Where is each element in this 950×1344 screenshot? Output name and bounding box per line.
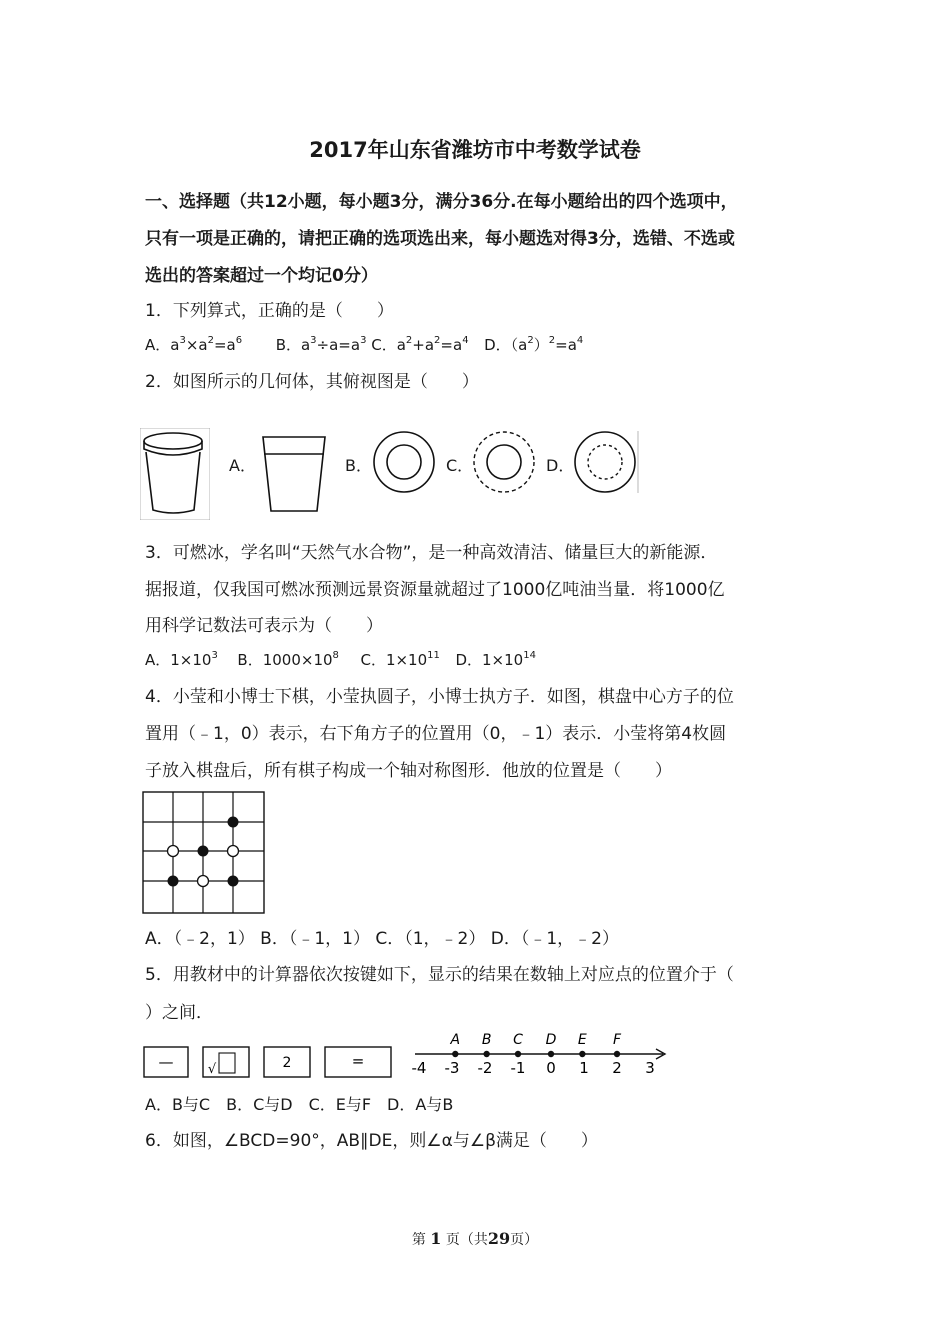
question-5-line-1: 5．用教材中的计算器依次按键如下，显示的结果在数轴上对应点的位置介于（ (145, 965, 734, 985)
axis-tick-label: 3 (645, 1059, 655, 1077)
number-line-figure (405, 1028, 671, 1078)
page-footer: 第 1 页（共29页） (411, 1229, 539, 1248)
black-piece (168, 876, 179, 887)
section-header-line-3: 选出的答案超过一个均记0分） (145, 266, 378, 286)
white-piece (168, 846, 179, 857)
minus-key-label: — (158, 1053, 174, 1071)
axis-tick-label: 2 (612, 1059, 622, 1077)
number-line-point-label: D (545, 1032, 557, 1048)
number-line-point-label: A (450, 1032, 461, 1048)
question-3-options: A．$1\times 10^3$ B．$1000\times 10^8$ C．$1\times 10^{11}$ D．$1\times 10^{14}$ (145, 650, 536, 669)
black-piece (198, 846, 209, 857)
number-line-point (614, 1051, 620, 1057)
option-a-figure (260, 434, 328, 514)
option-c-figure (471, 429, 537, 495)
question-3-line-3: 用科学记数法可表示为（ ） (145, 616, 383, 636)
sqrt-key-label: √ (207, 1062, 217, 1077)
white-piece (198, 876, 209, 887)
two-key-label: 2 (282, 1055, 292, 1071)
number-line-point (579, 1051, 585, 1057)
number-line-point (515, 1051, 521, 1057)
black-piece (228, 817, 239, 828)
calculator-keys-figure (142, 1045, 394, 1081)
number-line-point-label: F (612, 1032, 622, 1048)
question-4-line-3: 子放入棋盘后，所有棋子构成一个轴对称图形．他放的位置是（ ） (145, 761, 672, 781)
question-4-options: A．（﹣2，1） B．（﹣1，1） C．（1，﹣2） D．（﹣1，﹣2） (145, 929, 619, 949)
black-piece (228, 876, 239, 887)
axis-tick-label: -1 (510, 1059, 526, 1077)
axis-tick-label: -2 (477, 1059, 493, 1077)
section-header-line-2: 只有一项是正确的，请把正确的选项选出来，每小题选对得3分，选错、不选或 (145, 229, 735, 249)
question-4-line-2: 置用（﹣1，0）表示，右下角方子的位置用（0，﹣1）表示．小莹将第4枚圆 (145, 724, 727, 744)
axis-tick-label: 0 (546, 1059, 556, 1077)
option-label-a: A． (229, 456, 256, 475)
axis-tick-label: 1 (579, 1059, 589, 1077)
question-5-options: A．B与C B．C与D C．E与F D．A与B (145, 1095, 454, 1114)
question-5-line-2: ）之间． (145, 1003, 213, 1023)
cup-figure (140, 428, 210, 520)
number-line-point-label: B (481, 1032, 492, 1048)
current-page-number: 1 (430, 1229, 442, 1248)
option-label-d: D． (546, 456, 575, 475)
page-title: 2017年山东省潍坊市中考数学试卷 (309, 138, 641, 162)
axis-tick-label: -3 (444, 1059, 460, 1077)
option-b-figure (371, 429, 437, 495)
axis-tick-label: -4 (411, 1059, 427, 1077)
number-line-point (483, 1051, 489, 1057)
white-piece (228, 846, 239, 857)
question-6-stem: 6．如图，∠BCD=90°，AB∥DE，则∠α与∠β满足（ ） (145, 1131, 598, 1151)
question-1-stem: 1．下列算式，正确的是（ ） (145, 301, 394, 321)
question-3-line-2: 据报道，仅我国可燃冰预测远景资源量就超过了1000亿吨油当量．将1000亿 (145, 580, 725, 600)
section-header-line-1: 一、选择题（共12小题，每小题3分，满分36分.在每小题给出的四个选项中， (145, 192, 738, 212)
option-label-c: C． (446, 456, 474, 475)
number-line-point (548, 1051, 554, 1057)
question-2-stem: 2．如图所示的几何体，其俯视图是（ ） (145, 372, 479, 392)
number-line-point (452, 1051, 458, 1057)
question-4-line-1: 4．小莹和小博士下棋，小莹执圆子，小博士执方子．如图，棋盘中心方子的位 (145, 687, 734, 707)
question-1-options: A．$a^3\times a^2=a^6$ B．$a^3\div a=a^3$ C．$a^2+a^2=a^4$ D．$(a^2)^2=a^4$ (145, 335, 584, 354)
option-d-figure (572, 429, 640, 495)
equals-key-label: = (351, 1052, 365, 1070)
option-label-b: B． (345, 456, 372, 475)
total-pages: 29 (487, 1229, 511, 1248)
question-3-line-1: 3．可燃冰，学名叫“天然气水合物”，是一种高效清洁、储量巨大的新能源． (145, 543, 718, 563)
number-line-point-label: C (513, 1032, 523, 1048)
number-line-point-label: E (577, 1032, 587, 1048)
chessboard-figure (142, 791, 266, 915)
